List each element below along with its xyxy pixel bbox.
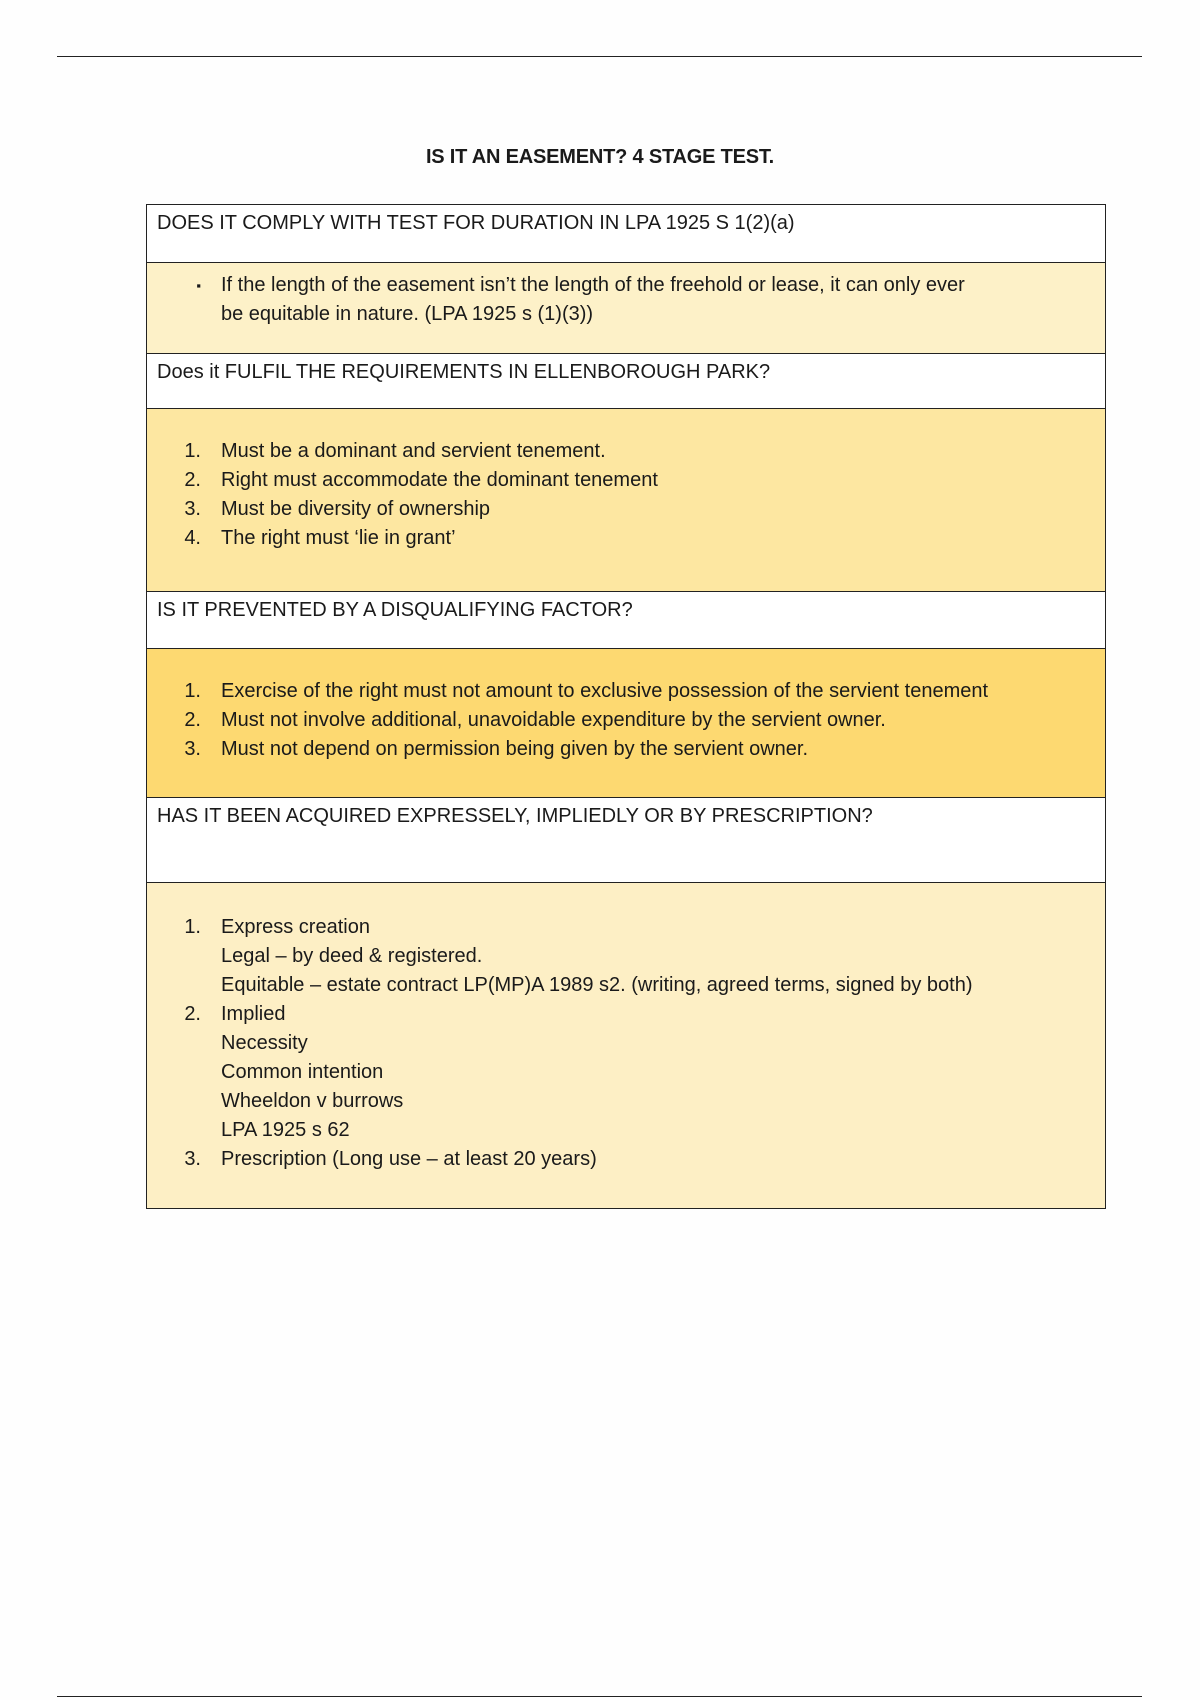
list-item: [147, 1087, 1105, 1116]
list-item: [147, 437, 1105, 466]
list-text: Express creation: [221, 916, 370, 938]
list-text: Must not depend on permission being given by the servient owner.: [221, 738, 809, 760]
list-item: [147, 271, 1105, 300]
list-item: [147, 1058, 1105, 1087]
bullet-icon: ▪: [196, 278, 201, 293]
stage-1-point-line-1: If the length of the easement isn’t the length of the freehold or lease, it can only ever: [221, 274, 965, 296]
list-item: [147, 1116, 1105, 1145]
list-number: 1.: [184, 680, 201, 702]
list-item: [147, 971, 1105, 1000]
list-text: Must not involve additional, unavoidable expenditure by the servient owner.: [221, 709, 886, 731]
list-number: 2.: [184, 709, 201, 731]
list-item: [147, 524, 1105, 553]
list-item: [147, 466, 1105, 495]
list-item-continuation: [147, 300, 1105, 329]
list-text: Right must accommodate the dominant tenement: [221, 469, 658, 491]
list-number: 4.: [184, 527, 201, 549]
list-text: Wheeldon v burrows: [221, 1090, 404, 1112]
list-text: Necessity: [221, 1032, 308, 1054]
list-text: Must be a dominant and servient tenement.: [221, 440, 606, 462]
stage-1-body: [147, 262, 1105, 353]
list-text: Implied: [221, 1003, 286, 1025]
list-item: [147, 1145, 1105, 1174]
list-item: [147, 706, 1105, 735]
stage-2-heading: Does it FULFIL THE REQUIREMENTS IN ELLENBOROUGH PARK?: [147, 353, 1105, 408]
list-item: [147, 1000, 1105, 1029]
list-text: Must be diversity of ownership: [221, 498, 491, 520]
stage-2-body: [147, 408, 1105, 591]
list-number: 2.: [184, 1003, 201, 1025]
list-number: 1.: [184, 440, 201, 462]
list-item: [147, 735, 1105, 764]
list-number: 3.: [184, 498, 201, 520]
stage-4-heading: HAS IT BEEN ACQUIRED EXPRESSELY, IMPLIEDLY OR BY PRESCRIPTION?: [147, 797, 1105, 882]
bottom-rule: [57, 1696, 1142, 1697]
list-text: The right must ‘lie in grant’: [221, 527, 456, 549]
easement-test-table: [146, 204, 1106, 1209]
top-rule: [57, 56, 1142, 57]
list-number: 1.: [184, 916, 201, 938]
list-text: Exercise of the right must not amount to exclusive possession of the servient tenement: [221, 680, 989, 702]
list-number: 2.: [184, 469, 201, 491]
list-text: Equitable – estate contract LP(MP)A 1989 s2. (writing, agreed terms, signed by both): [221, 974, 973, 996]
stage-3-body: [147, 648, 1105, 797]
stage-1-point-line-2: be equitable in nature. (LPA 1925 s (1)(3)): [221, 303, 594, 325]
page-title: IS IT AN EASEMENT? 4 STAGE TEST.: [425, 146, 775, 168]
list-text: Prescription (Long use – at least 20 years): [221, 1148, 597, 1170]
list-item: [147, 495, 1105, 524]
list-number: 3.: [184, 738, 201, 760]
list-item: [147, 677, 1105, 706]
stage-1-heading: DOES IT COMPLY WITH TEST FOR DURATION IN LPA 1925 S 1(2)(a): [147, 205, 1105, 262]
stage-4-body: [147, 882, 1105, 1208]
list-item: [147, 1029, 1105, 1058]
list-text: LPA 1925 s 62: [221, 1119, 350, 1141]
stage-3-heading: IS IT PREVENTED BY A DISQUALIFYING FACTOR?: [147, 591, 1105, 648]
list-item: [147, 913, 1105, 942]
list-item: [147, 942, 1105, 971]
list-number: 3.: [184, 1148, 201, 1170]
list-text: Legal – by deed & registered.: [221, 945, 483, 967]
list-text: Common intention: [221, 1061, 384, 1083]
